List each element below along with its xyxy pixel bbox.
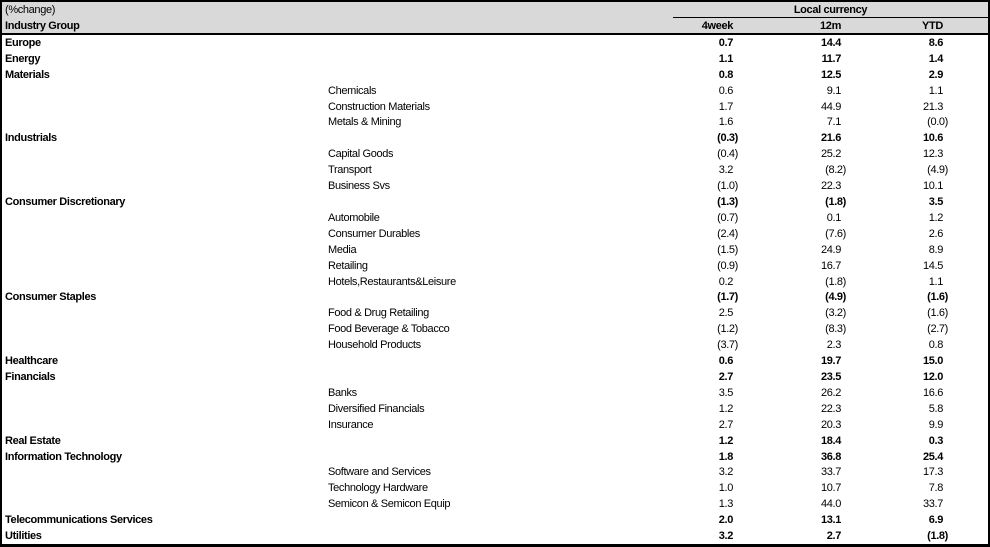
value-cell-4week: 1.8 (718, 450, 733, 463)
value-cell-4week: 1.2 (718, 434, 733, 447)
value-cell-4week: (1.3) (717, 196, 738, 209)
value-cell-ytd: 8.6 (928, 36, 943, 49)
percent-change-label: (%change) (5, 4, 56, 16)
value-cell-12m: 16.7 (820, 259, 841, 272)
value-cell-ytd: (1.8) (927, 530, 948, 543)
value-cell-4week: 3.2 (718, 530, 733, 543)
value-cell-4week: 1.7 (718, 100, 733, 113)
value-cell-ytd: 17.3 (922, 466, 943, 479)
row-label: Banks (328, 386, 357, 399)
column-header-ytd: YTD (922, 19, 943, 32)
row-label: Chemicals (328, 84, 377, 97)
value-cell-12m: 12.5 (820, 68, 841, 81)
value-cell-ytd: 15.0 (922, 355, 943, 368)
value-cell-4week: 3.2 (718, 164, 733, 177)
value-cell-12m: (3.2) (825, 307, 846, 320)
row-label: Real Estate (5, 434, 61, 447)
value-cell-ytd: (2.7) (927, 323, 948, 336)
sub-industry-row (2, 115, 988, 131)
row-label: Diversified Financials (328, 402, 425, 415)
value-cell-ytd: 1.4 (928, 52, 943, 65)
value-cell-4week: 1.2 (718, 402, 733, 415)
value-cell-12m: 2.7 (826, 530, 841, 543)
value-cell-12m: 14.4 (820, 36, 841, 49)
value-cell-ytd: 1.2 (928, 211, 943, 224)
sub-industry-row (2, 83, 988, 99)
industry-group-row (2, 51, 988, 67)
row-label: Media (328, 243, 357, 256)
value-cell-ytd: 25.4 (922, 450, 943, 463)
value-cell-12m: 21.6 (820, 132, 841, 145)
sub-industry-row (2, 401, 988, 417)
row-label: Construction Materials (328, 100, 430, 113)
value-cell-ytd: 10.6 (922, 132, 943, 145)
value-cell-4week: 0.6 (718, 355, 733, 368)
value-cell-12m: 20.3 (820, 418, 841, 431)
row-label: Materials (5, 68, 50, 81)
value-cell-12m: (4.9) (825, 291, 846, 304)
sub-industry-row (2, 337, 988, 353)
value-cell-12m: 23.5 (820, 370, 841, 383)
value-cell-4week: 0.2 (718, 275, 733, 288)
value-cell-4week: (0.7) (717, 211, 738, 224)
value-cell-4week: (0.4) (717, 148, 738, 161)
value-cell-ytd: 2.6 (928, 227, 943, 240)
table-header (2, 2, 988, 35)
value-cell-4week: 2.0 (718, 514, 733, 527)
value-cell-ytd: 5.8 (928, 402, 943, 415)
value-cell-4week: (1.5) (717, 243, 738, 256)
value-cell-12m: 24.9 (820, 243, 841, 256)
row-label: Industrials (5, 132, 57, 145)
row-label: Consumer Discretionary (5, 196, 126, 209)
value-cell-12m: (8.2) (825, 164, 846, 177)
value-cell-ytd: 1.1 (928, 84, 943, 97)
sub-industry-row (2, 305, 988, 321)
value-cell-12m: 25.2 (820, 148, 841, 161)
value-cell-4week: 0.6 (718, 84, 733, 97)
row-label: Metals & Mining (328, 116, 402, 129)
value-cell-ytd: 0.8 (928, 339, 943, 352)
value-cell-ytd: 12.3 (922, 148, 943, 161)
value-cell-4week: 2.5 (718, 307, 733, 320)
value-cell-ytd: 0.3 (928, 434, 943, 447)
sub-industry-row (2, 385, 988, 401)
row-label: Telecommunications Services (5, 514, 153, 527)
header-row-1 (2, 2, 988, 18)
industry-group-row (2, 130, 988, 146)
sub-industry-row (2, 274, 988, 290)
row-label: Financials (5, 370, 56, 383)
value-cell-12m: (7.6) (825, 227, 846, 240)
row-label: Business Svs (328, 180, 390, 193)
industry-group-row (2, 67, 988, 83)
value-cell-4week: 2.7 (718, 370, 733, 383)
sub-industry-row (2, 99, 988, 115)
row-label: Technology Hardware (328, 482, 428, 495)
value-cell-ytd: 3.5 (928, 196, 943, 209)
row-label: Software and Services (328, 466, 431, 479)
sub-industry-row (2, 226, 988, 242)
value-cell-ytd: (1.6) (927, 307, 948, 320)
row-label: Capital Goods (328, 148, 394, 161)
value-cell-4week: (0.9) (717, 259, 738, 272)
value-cell-12m: 33.7 (820, 466, 841, 479)
sub-industry-row (2, 210, 988, 226)
table-body (2, 35, 988, 544)
value-cell-ytd: (0.0) (927, 116, 948, 129)
value-cell-4week: (3.7) (717, 339, 738, 352)
value-cell-ytd: 16.6 (922, 386, 943, 399)
value-cell-12m: 7.1 (826, 116, 841, 129)
row-label: Consumer Staples (5, 291, 96, 304)
row-label: Food Beverage & Tobacco (328, 323, 450, 336)
value-cell-12m: 26.2 (820, 386, 841, 399)
row-label: Hotels,Restaurants&Leisure (328, 275, 456, 288)
local-currency-group-header: Local currency (673, 2, 988, 18)
value-cell-12m: 36.8 (820, 450, 841, 463)
value-cell-12m: 9.1 (826, 84, 841, 97)
value-cell-4week: (1.0) (717, 180, 738, 193)
value-cell-ytd: 7.8 (928, 482, 943, 495)
sub-industry-row (2, 321, 988, 337)
value-cell-ytd: 14.5 (922, 259, 943, 272)
value-cell-ytd: 1.1 (928, 275, 943, 288)
value-cell-ytd: (4.9) (927, 164, 948, 177)
value-cell-ytd: 21.3 (922, 100, 943, 113)
value-cell-4week: (0.3) (717, 132, 738, 145)
value-cell-4week: 3.2 (718, 466, 733, 479)
value-cell-12m: 44.9 (820, 100, 841, 113)
sub-industry-row (2, 178, 988, 194)
row-label: Europe (5, 36, 41, 49)
sub-industry-row (2, 242, 988, 258)
value-cell-12m: 22.3 (820, 402, 841, 415)
value-cell-12m: (8.3) (825, 323, 846, 336)
value-cell-ytd: 9.9 (928, 418, 943, 431)
value-cell-ytd: 10.1 (922, 180, 943, 193)
header-row-2 (2, 18, 988, 33)
row-label: Energy (5, 52, 41, 65)
value-cell-4week: 2.7 (718, 418, 733, 431)
value-cell-12m: 10.7 (820, 482, 841, 495)
sub-industry-row (2, 258, 988, 274)
row-label: Transport (328, 164, 372, 177)
industry-group-row (2, 290, 988, 306)
value-cell-12m: 22.3 (820, 180, 841, 193)
value-cell-12m: 13.1 (820, 514, 841, 527)
value-cell-ytd: 8.9 (928, 243, 943, 256)
value-cell-4week: 3.5 (718, 386, 733, 399)
value-cell-12m: (1.8) (825, 275, 846, 288)
value-cell-ytd: 33.7 (922, 498, 943, 511)
row-label: Insurance (328, 418, 374, 431)
industry-group-row (2, 353, 988, 369)
value-cell-ytd: 6.9 (928, 514, 943, 527)
row-label: Household Products (328, 339, 421, 352)
value-cell-ytd: 2.9 (928, 68, 943, 81)
row-label: Retailing (328, 259, 368, 272)
value-cell-4week: 1.6 (718, 116, 733, 129)
value-cell-12m: 19.7 (820, 355, 841, 368)
sub-industry-row (2, 417, 988, 433)
row-label: Utilities (5, 530, 42, 543)
value-cell-12m: 44.0 (820, 498, 841, 511)
industry-group-row (2, 433, 988, 449)
row-label: Healthcare (5, 355, 58, 368)
industry-group-row (2, 194, 988, 210)
value-cell-ytd: (1.6) (927, 291, 948, 304)
value-cell-12m: (1.8) (825, 196, 846, 209)
value-cell-ytd: 12.0 (922, 370, 943, 383)
column-header-12m: 12m (820, 19, 841, 32)
industry-group-row (2, 35, 988, 51)
row-label: Semicon & Semicon Equip (328, 498, 451, 511)
value-cell-4week: (1.7) (717, 291, 738, 304)
row-label: Consumer Durables (328, 227, 420, 240)
value-cell-12m: 18.4 (820, 434, 841, 447)
value-cell-4week: 0.7 (718, 36, 733, 49)
sub-industry-row (2, 464, 988, 480)
value-cell-12m: 0.1 (826, 211, 841, 224)
sub-industry-row (2, 480, 988, 496)
row-label: Automobile (328, 211, 380, 224)
value-cell-4week: (1.2) (717, 323, 738, 336)
sub-industry-row (2, 162, 988, 178)
value-cell-12m: 2.3 (826, 339, 841, 352)
sub-industry-row (2, 146, 988, 162)
industry-group-row (2, 369, 988, 385)
row-label: Food & Drug Retailing (328, 307, 429, 320)
industry-group-column-header: Industry Group (5, 19, 80, 32)
value-cell-4week: (2.4) (717, 227, 738, 240)
value-cell-4week: 1.0 (718, 482, 733, 495)
value-cell-12m: 11.7 (821, 52, 841, 65)
value-cell-4week: 0.8 (718, 68, 733, 81)
value-cell-4week: 1.3 (718, 498, 733, 511)
industry-group-row (2, 512, 988, 528)
value-cell-4week: 1.1 (718, 52, 733, 65)
column-header-4week: 4week (701, 19, 733, 32)
industry-group-row (2, 449, 988, 465)
sub-industry-row (2, 496, 988, 512)
industry-group-row (2, 528, 988, 544)
row-label: Information Technology (5, 450, 122, 463)
